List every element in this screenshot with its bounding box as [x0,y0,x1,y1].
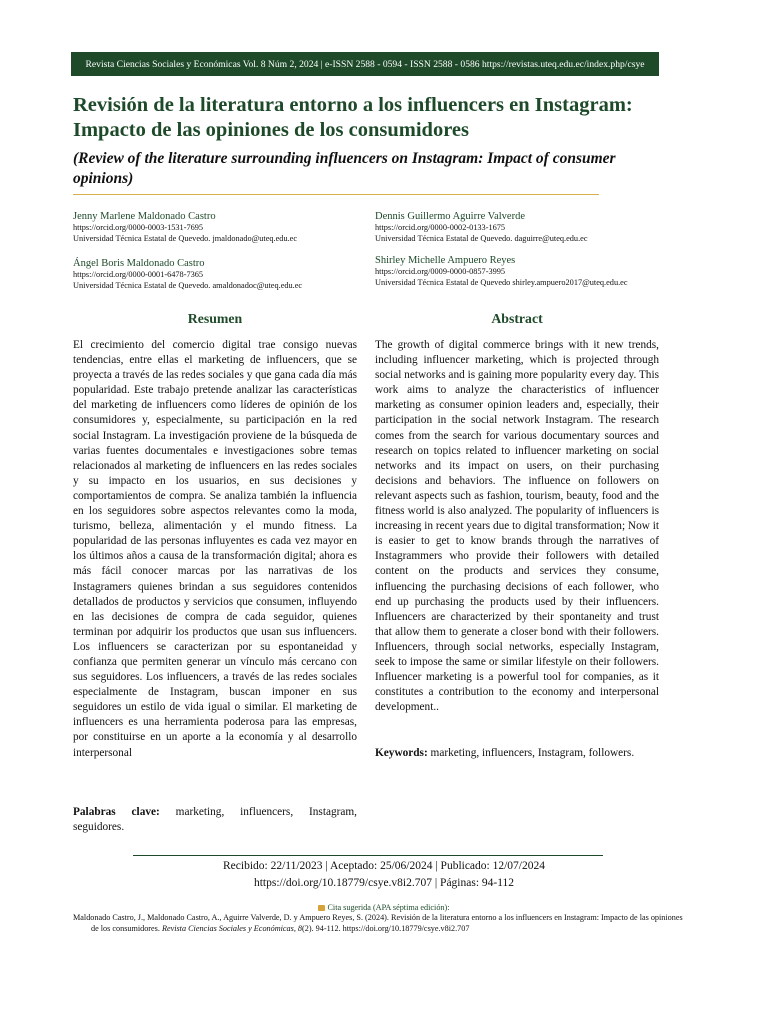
abstract-heading: Abstract [491,311,543,326]
abstract-text: The growth of digital commerce brings with it new trends, including influencer marketing, which is projected through social networks and is gaining more popularity every day. This work aims to analyze the characteristics of influencer marketing as consumer opinion leaders and, especially, their participation in the social network Instagram. The research comes from the search for various documentary sources and research on topics related to influencer marketing on social networks and its impact on users, on their purchasing decisions and behaviors. The influence on followers on relevant aspects such as fashion, tourism, beauty, food and the fitness world is also analyzed. The popularity of influencers is increasing in recent years due to digital transformation; Now it is easier to get to know brands through the narratives of Instagrammers who provide their followers with detailed content on the products and services they consume, influencing the purchasing decisions of each follower, who end up purchasing the products used by their influencers. Influencers are characterized by their spontaneity and trust that allow them to generate a closer bond with their followers. Influencers, through social networks, especially Instagram, seek to impose the same or similar lifestyle on their followers. Influencer marketing is a powerful tool for companies, as it constitutes a contribution to the economy and interpersonal development.. [375,339,659,714]
article-title: Revisión de la literatura entorno a los influencers en Instagram: Impacto de las opiniones de los consumidores [73,94,633,141]
author-affiliation: Universidad Técnica Estatal de Quevedo. amaldonadoc@uteq.edu.ec [73,280,303,290]
author-block-3 [73,257,363,291]
author-name: Shirley Michelle Ampuero Reyes [375,255,516,266]
resumen-heading: Resumen [187,311,243,326]
author-block-1 [73,210,363,244]
footer-divider [133,855,603,856]
resumen-keywords [73,805,357,835]
keywords-value: marketing, influencers, Instagram, seguidores. [73,806,358,833]
author-name: Ángel Boris Maldonado Castro [73,258,205,269]
keywords-label: Palabras clave: [73,806,160,818]
author-affiliation: Universidad Técnica Estatal de Quevedo. daguirre@uteq.edu.ec [375,233,588,243]
citation-text: Maldonado Castro, J., Maldonado Castro, A., Aguirre Valverde, D. y Ampuero Reyes, S. (2024). Revisión de la literatura entorno a los influencers en Instagram: Impacto de las opiniones de los consumidores. [73,913,683,933]
author-block-2 [375,210,675,244]
author-name: Dennis Guillermo Aguirre Valverde [375,211,525,222]
publication-dates [73,858,695,892]
dates-line: Recibido: 22/11/2023 | Aceptado: 25/06/2024 | Publicado: 12/07/2024 [223,860,545,872]
author-orcid-link[interactable]: https://orcid.org/0000-0002-0133-1675 [375,223,506,232]
citation-label-text: Cita sugerida (APA séptima edición): [327,903,450,912]
author-affiliation: Universidad Técnica Estatal de Quevedo. jmaldonado@uteq.edu.ec [73,233,298,243]
author-affiliation: Universidad Técnica Estatal de Quevedo shirley.ampuero2017@uteq.edu.ec [375,277,628,287]
author-block-4 [375,254,675,288]
keywords-value: marketing, influencers, Instagram, followers. [430,747,635,759]
title-divider [73,194,599,195]
author-orcid-link[interactable]: https://orcid.org/0000-0003-1531-7695 [73,223,204,232]
keywords-label: Keywords: [375,747,428,759]
suggested-citation [73,913,686,934]
citation-doi[interactable]: (2). 94-112. https://doi.org/10.18779/csye.v8i2.707 [302,923,470,933]
book-icon [318,905,325,911]
abstract-keywords [375,746,659,761]
author-name: Jenny Marlene Maldonado Castro [73,211,216,222]
author-orcid-link[interactable]: https://orcid.org/0000-0001-6478-7365 [73,270,204,279]
citation-label [73,903,695,912]
article-subtitle: (Review of the literature surrounding influencers on Instagram: Impact of consumer opinions) [73,150,616,187]
citation-journal: Revista Ciencias Sociales y Económicas, 8 [161,923,303,933]
journal-header-bar [71,52,659,76]
resumen-text: El crecimiento del comercio digital trae consigo nuevas tendencias, entre ellas el marketing de influencers, que se proyecta a través de las redes sociales y que gana cada día más popularidad. Este trabajo pretende analizar las características del marketing de influencers como líderes de opinión de los consumidores y, especialmente, su participación en la red social Instagram. La investigación proviene de la búsqueda de varias fuentes documentales e investigaciones sobre temas relacionados al marketing de influencers en las redes sociales y su impacto en los usuarios, en sus decisiones y comportamientos de compra. Se analiza también la influencia en los seguidores sobre aspectos relevantes como la moda, turismo, belleza, alimentación y el mundo fitness. La popularidad de las personas influyentes es cada vez mayor en los últimos años a causa de la transformación digital; ahora es más fácil conocer marcas por las narrativas de los Instagramers quienes brindan a sus seguidores contenidos detallados de productos y servicios que consumen, influyendo en las decisiones de compra de cada seguidor, quienes terminan por adquirir los productos que usan sus influencers. Los influencers se caracterizan por su espontaneidad y confianza que permiten generar un vínculo más cercano con sus seguidores. Los influencers, a través de las redes sociales especialmente de Instagram, buscan imponer en sus seguidores un estilo de vida igual o similar. El marketing de influencers es una herramienta poderosa para las empresas, por constituirse en un aporte a la economía y al desarrollo interpersonal [73,339,357,759]
doi-link[interactable]: https://doi.org/10.18779/csye.v8i2.707 | Páginas: 94-112 [253,877,515,889]
journal-header-text: Revista Ciencias Sociales y Económicas Vol. 8 Núm 2, 2024 | e-ISSN 2588 - 0594 - ISSN 2588 - 0586 https://revistas.uteq.edu.ec/index.php/csye [85,58,645,70]
author-orcid-link[interactable]: https://orcid.org/0009-0000-0857-3995 [375,267,506,276]
